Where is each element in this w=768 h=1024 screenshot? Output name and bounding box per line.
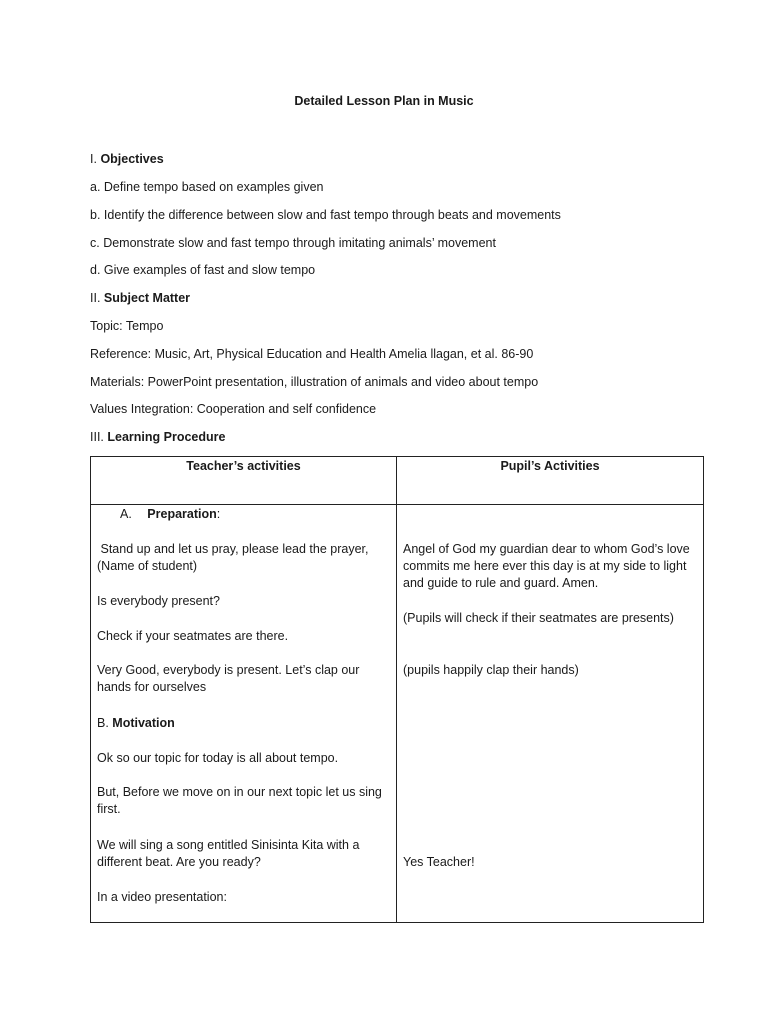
- subject-matter-numeral: II.: [90, 291, 101, 305]
- motivation-label: Motivation: [112, 716, 175, 730]
- subject-matter-label: Subject Matter: [103, 291, 191, 305]
- teacher-sing-first-text: But, Before we move on in our next topic let us sing first.: [97, 785, 382, 816]
- teacher-very-good-text: Very Good, everybody is present. Let’s clap our hands for ourselves: [97, 663, 360, 694]
- objective-item: b. Identify the difference between slow and fast tempo through beats and movements: [90, 208, 561, 222]
- teacher-sing-song-text: We will sing a song entitled Sinisinta Kita with a different beat. Are you ready?: [97, 838, 360, 869]
- preparation-colon: :: [216, 507, 221, 521]
- topic-line: Topic: Tempo: [90, 319, 164, 333]
- pupil-check-text: (Pupils will check if their seatmates are presents): [403, 611, 674, 625]
- pupil-yes-text: Yes Teacher!: [403, 855, 475, 869]
- objectives-numeral: I.: [90, 152, 97, 166]
- teacher-topic-text: Ok so our topic for today is all about tempo.: [97, 751, 339, 765]
- teacher-pray-text: Stand up and let us pray, please lead the prayer, (Name of student): [97, 542, 372, 573]
- table-header-row: [91, 457, 704, 505]
- teacher-check-text: Check if your seatmates are there.: [97, 629, 289, 643]
- values-line: Values Integration: Cooperation and self confidence: [90, 402, 377, 416]
- page-title: Detailed Lesson Plan in Music: [294, 94, 474, 108]
- objective-item: d. Give examples of fast and slow tempo: [90, 263, 316, 277]
- objective-item: c. Demonstrate slow and fast tempo through imitating animals’ movement: [90, 236, 496, 250]
- learning-procedure-numeral: III.: [90, 430, 104, 444]
- reference-line: Reference: Music, Art, Physical Education and Health Amelia llagan, et al. 86-90: [90, 347, 534, 361]
- teacher-activities-cell: [91, 505, 397, 923]
- learning-procedure-label: Learning Procedure: [107, 430, 226, 444]
- preparation-heading: [120, 506, 410, 523]
- teacher-video-text: In a video presentation:: [97, 890, 227, 904]
- objectives-label: Objectives: [100, 152, 164, 166]
- pupil-activities-cell: [397, 505, 704, 923]
- objectives-heading: [90, 152, 164, 166]
- motivation-heading: [97, 715, 387, 732]
- table-row: [91, 505, 704, 923]
- motivation-letter: B.: [97, 716, 109, 730]
- pupil-activities-header: Pupil’s Activities: [397, 457, 704, 505]
- teacher-present-text: Is everybody present?: [97, 594, 220, 608]
- pupil-clap-text: (pupils happily clap their hands): [403, 663, 579, 677]
- preparation-label: Preparation: [147, 507, 217, 521]
- subject-matter-heading: [90, 291, 190, 305]
- teacher-activities-header: Teacher’s activities: [91, 457, 397, 505]
- materials-line: Materials: PowerPoint presentation, illustration of animals and video about tempo: [90, 375, 539, 389]
- procedure-table: [90, 456, 704, 923]
- preparation-letter: A.: [120, 507, 132, 521]
- pupil-prayer-text: Angel of God my guardian dear to whom God’s love commits me here ever this day is at my side to light and guide to rule and guard. Amen.: [403, 542, 690, 590]
- objective-item: a. Define tempo based on examples given: [90, 180, 324, 194]
- learning-procedure-heading: [90, 430, 225, 444]
